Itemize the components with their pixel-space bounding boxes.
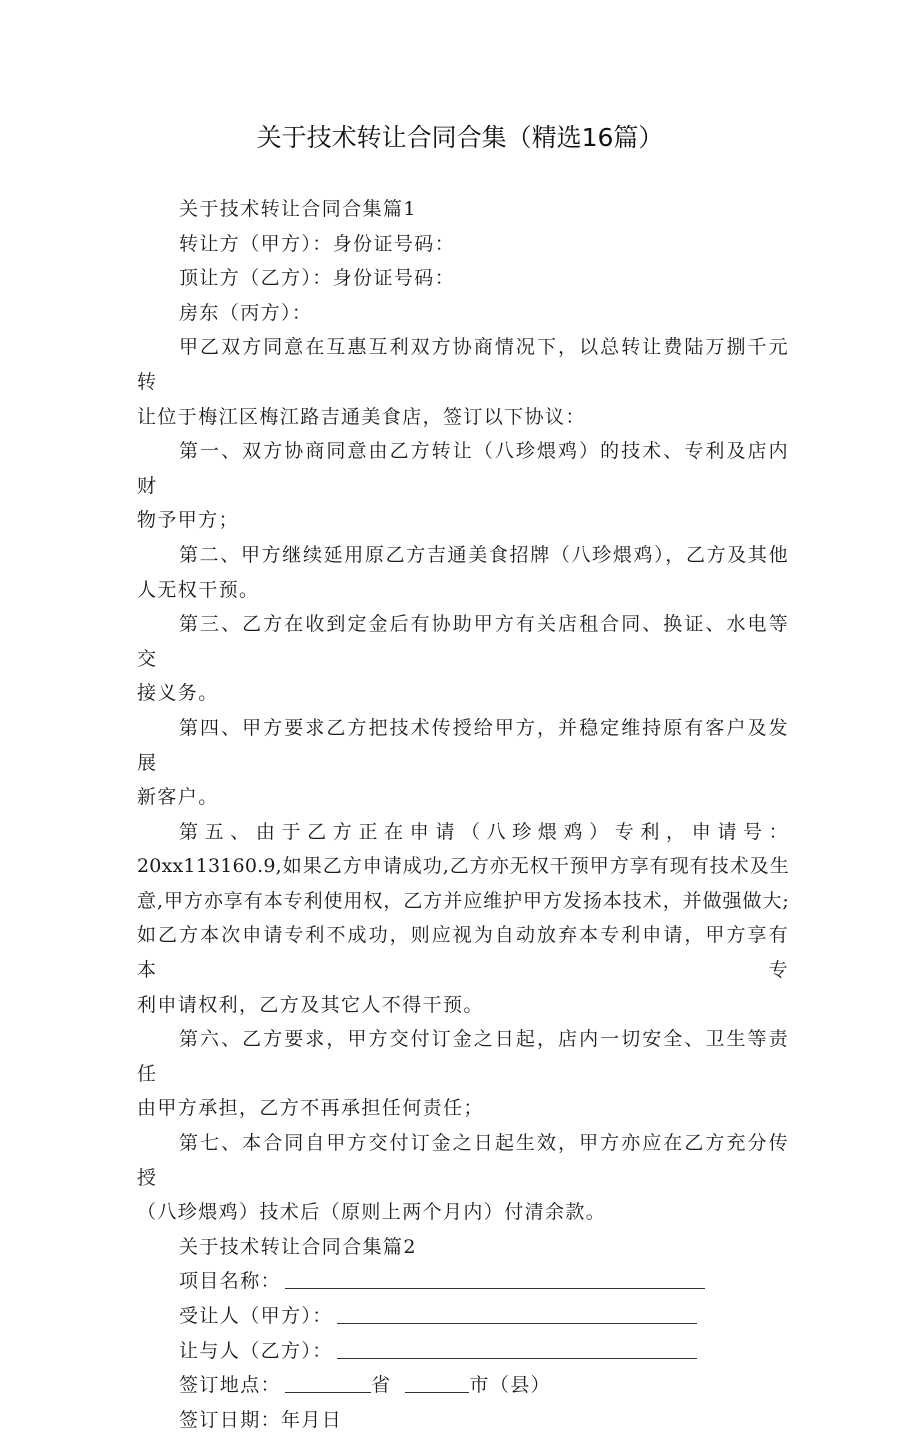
clause-7-line-2: （八珍煨鸡）技术后（原则上两个月内）付清余款。 xyxy=(137,1201,607,1224)
project-name-blank[interactable] xyxy=(285,1268,705,1289)
party-a-line: 转让方（甲方）：身份证号码： xyxy=(179,232,456,255)
clause-2-line-2: 人无权干预。 xyxy=(137,578,260,601)
party-b-line: 顶让方（乙方）：身份证号码： xyxy=(179,267,456,290)
clause-5-line-3: 意,甲方亦享有本专利使用权，乙方并应维护甲方发扬本技术，并做强做大; xyxy=(137,889,789,912)
document-body xyxy=(137,192,789,1437)
clause-4-line-1: 第四、甲方要求乙方把技术传授给甲方，并稳定维持原有客户及发展 xyxy=(137,716,789,774)
clause-5-line-2: 20xx113160.9,如果乙方申请成功,乙方亦无权干预甲方享有现有技术及生 xyxy=(137,855,789,878)
clause-6-line-2: 由甲方承担，乙方不再承担任何责任； xyxy=(137,1097,484,1120)
assignor-row xyxy=(137,1334,789,1369)
assignee-label: 受让人（甲方）： xyxy=(179,1305,333,1327)
project-name-row xyxy=(137,1264,789,1299)
clause-6-line-1: 第六、乙方要求，甲方交付订金之日起，店内一切安全、卫生等责任 xyxy=(137,1028,789,1085)
clause-2-line-1: 第二、甲方继续延用原乙方吉通美食招牌（八珍煨鸡），乙方及其他 xyxy=(179,543,789,566)
clause-1-line-1: 第一、双方协商同意由乙方转让（八珍煨鸡）的技术、专利及店内财 xyxy=(137,440,789,497)
assignee-row xyxy=(137,1299,789,1334)
signing-date-line: 签订日期：年月日 xyxy=(179,1408,343,1431)
party-c-line: 房东（丙方）： xyxy=(179,301,313,324)
city-label: 市（县） xyxy=(469,1374,552,1397)
clause-3-line-2: 接义务。 xyxy=(137,682,219,705)
intro-line-1: 甲乙双方同意在互惠互利双方协商情况下，以总转让费陆万捌千元转 xyxy=(137,336,789,393)
clause-1-line-2: 物予甲方； xyxy=(137,509,240,532)
clause-5-line-5: 利申请权利，乙方及其它人不得干预。 xyxy=(137,993,484,1016)
clause-4-line-2: 新客户。 xyxy=(137,786,219,809)
clause-7-line-1: 第七、本合同自甲方交付订金之日起生效，甲方亦应在乙方充分传授 xyxy=(137,1132,789,1189)
clause-5-line-4: 如乙方本次申请专利不成功，则应视为自动放弃本专利申请，甲方享有本专 xyxy=(137,924,789,982)
assignor-label: 让与人（乙方）： xyxy=(179,1339,333,1362)
signing-place-row xyxy=(137,1368,789,1403)
city-blank[interactable] xyxy=(405,1372,469,1393)
province-label: 省 xyxy=(371,1374,392,1397)
document-title: 关于技术转让合同合集（精选16篇） xyxy=(256,123,664,152)
section1-heading: 关于技术转让合同合集篇1 xyxy=(179,198,417,220)
clause-5-line-1: 第五、由于乙方正在申请（八珍煨鸡）专利，申请号： xyxy=(179,820,789,843)
intro-line-2: 让位于梅江区梅江路吉通美食店，签订以下协议： xyxy=(137,405,586,428)
section2-heading: 关于技术转让合同合集篇2 xyxy=(179,1235,417,1258)
project-name-label: 项目名称： xyxy=(179,1270,282,1293)
province-blank[interactable] xyxy=(285,1372,371,1393)
signing-place-label: 签订地点： xyxy=(179,1374,282,1397)
assignee-blank[interactable] xyxy=(337,1303,697,1324)
assignor-blank[interactable] xyxy=(337,1338,697,1359)
clause-3-line-1: 第三、乙方在收到定金后有协助甲方有关店租合同、换证、水电等交 xyxy=(137,613,789,670)
